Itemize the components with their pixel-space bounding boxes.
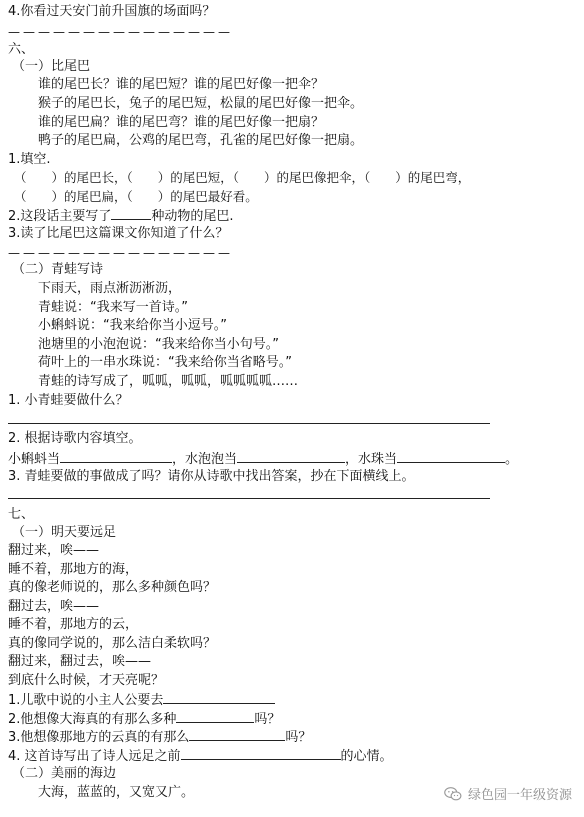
question-part: 4. 这首诗写出了诗人远足之前	[8, 749, 181, 764]
question-text: 3. 青蛙要做的事做成了吗？请你从诗歌中找出答案，抄在下面横线上。	[8, 469, 415, 484]
passage-line: 真的像同学说的，那么洁白柔软吗？	[8, 636, 217, 651]
passage-line: 到底什么时候，才天亮呢？	[8, 673, 165, 688]
wechat-icon	[444, 786, 462, 802]
question-part: 。	[505, 452, 519, 467]
passage-title: （二）美丽的海边	[12, 766, 117, 781]
passage-line: 谁的尾巴长？谁的尾巴短？谁的尾巴好像一把伞？	[38, 77, 325, 92]
passage-line: 下雨天，雨点淅沥淅沥，	[38, 281, 182, 296]
passage-line: 青蛙说：“我来写一首诗。”	[38, 300, 188, 315]
question-part: 的心情。	[340, 749, 393, 764]
question-text	[8, 207, 234, 224]
question-text: 1.填空.	[8, 152, 51, 167]
question-part: 1.儿歌中说的小主人公要去	[8, 693, 164, 708]
passage-title: （一）比尾巴	[12, 59, 91, 74]
answer-blank[interactable]	[111, 207, 151, 220]
question-part: 吗？	[285, 730, 312, 745]
passage-title: （一）明天要远足	[12, 525, 117, 540]
answer-blank[interactable]	[397, 450, 505, 463]
passage-line: 睡不着，那地方的云，	[8, 617, 139, 632]
question-text: 3.读了比尾巴这篇课文你知道了什么？	[8, 226, 229, 241]
passage-line: 鸭子的尾巴扁，公鸡的尾巴弯，孔雀的尾巴好像一把扇。	[38, 133, 364, 148]
passage-line: 池塘里的小泡泡说：“我来给你当小句号。”	[38, 337, 279, 352]
watermark-text: 绿色园一年级资源	[467, 788, 572, 803]
question-text	[8, 728, 311, 745]
passage-line: 翻过去，唉——	[8, 599, 100, 614]
watermark	[444, 784, 572, 803]
passage-line: 谁的尾巴扁？谁的尾巴弯？谁的尾巴好像一把扇？	[38, 115, 325, 130]
section-heading: 七、	[8, 507, 35, 522]
section-heading: 六、	[8, 42, 35, 57]
passage-line: 真的像老师说的，那么多种颜色吗？	[8, 580, 217, 595]
fill-in-line: （ ）的尾巴长，（ ）的尾巴短，（ ）的尾巴像把伞，（ ）的尾巴弯，	[14, 170, 471, 185]
answer-line[interactable]	[8, 498, 490, 499]
passage-line: 睡不着，那地方的海，	[8, 562, 139, 577]
question-part: 3.他想像那地方的云真的有那么	[8, 730, 190, 745]
question-part: ，水泡泡当	[172, 452, 238, 467]
passage-line: 青蛙的诗写成了，呱呱，呱呱，呱呱呱呱……	[38, 374, 299, 389]
answer-blank[interactable]	[181, 747, 341, 760]
question-part: 2.这段话主要写了	[8, 209, 112, 224]
answer-blank[interactable]	[60, 450, 172, 463]
question-text	[8, 747, 393, 764]
passage-title: （二）青蛙写诗	[12, 262, 104, 277]
answer-blank[interactable]	[237, 450, 345, 463]
passage-line: 猴子的尾巴长，兔子的尾巴短，松鼠的尾巴好像一把伞。	[38, 96, 364, 111]
answer-blank[interactable]	[176, 710, 254, 723]
answer-dash-line: ———————————————	[8, 25, 233, 39]
question-text	[8, 710, 280, 727]
passage-line: 翻过来，翻过去，唉——	[8, 654, 152, 669]
passage-line: 大海，蓝蓝的，又宽又广。	[38, 785, 195, 800]
question-part: 吗？	[254, 712, 281, 727]
question-text: 2. 根据诗歌内容填空。	[8, 431, 142, 446]
question-text: 4.你看过天安门前升国旗的场面吗？	[8, 4, 216, 19]
passage-line: 翻过来，唉——	[8, 543, 100, 558]
answer-blank[interactable]	[189, 728, 285, 741]
answer-blank[interactable]	[163, 691, 275, 704]
passage-line: 荷叶上的一串水珠说：“我来给你当省略号。”	[38, 355, 292, 370]
fill-in-line: （ ）的尾巴扁，（ ）的尾巴最好看。	[14, 189, 258, 204]
question-text	[8, 691, 275, 708]
answer-line[interactable]	[8, 423, 490, 424]
fill-in-line	[8, 450, 518, 467]
question-part: 小蝌蚪当	[8, 452, 61, 467]
passage-line: 小蝌蚪说：“我来给你当小逗号。”	[38, 318, 227, 333]
question-text: 1. 小青蛙要做什么？	[8, 393, 129, 408]
answer-dash-line: ———————————————	[8, 246, 233, 260]
question-part: 2.他想像大海真的有那么多种	[8, 712, 177, 727]
question-part: ，水珠当	[345, 452, 398, 467]
question-part: 种动物的尾巴.	[151, 209, 234, 224]
